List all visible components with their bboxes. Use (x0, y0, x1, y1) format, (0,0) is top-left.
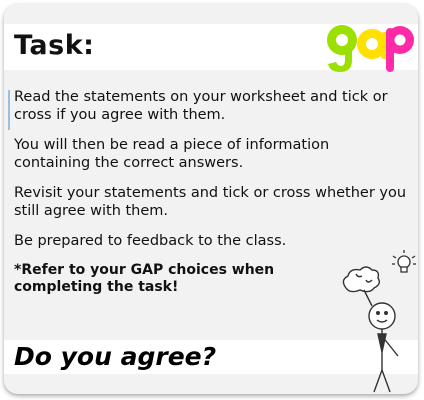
logo-letter-a (357, 29, 388, 59)
instruction-paragraph-3: Revisit your statements and tick or cross whether you still agree with them. (14, 185, 407, 219)
gap-note: *Refer to your GAP choices when completing the task! (14, 262, 275, 295)
lightbulb-icon (392, 250, 416, 272)
question-text: Do you agree? (14, 342, 217, 371)
instruction-paragraph-1: Read the statements on your worksheet and tick or cross if you agree with them. (14, 89, 388, 123)
left-accent-line (8, 90, 10, 130)
instruction-paragraph-2: You will then be read a piece of information containing the correct answers. (14, 137, 330, 171)
logo-letter-p (386, 26, 414, 72)
instruction-paragraph-4: Be prepared to feedback to the class. (14, 233, 287, 249)
logo-letter-g (327, 25, 357, 72)
page-title: Task: (14, 30, 95, 61)
instructions (14, 88, 407, 308)
thinking-stick-figure-icon (338, 248, 422, 396)
gap-logo (324, 14, 416, 78)
